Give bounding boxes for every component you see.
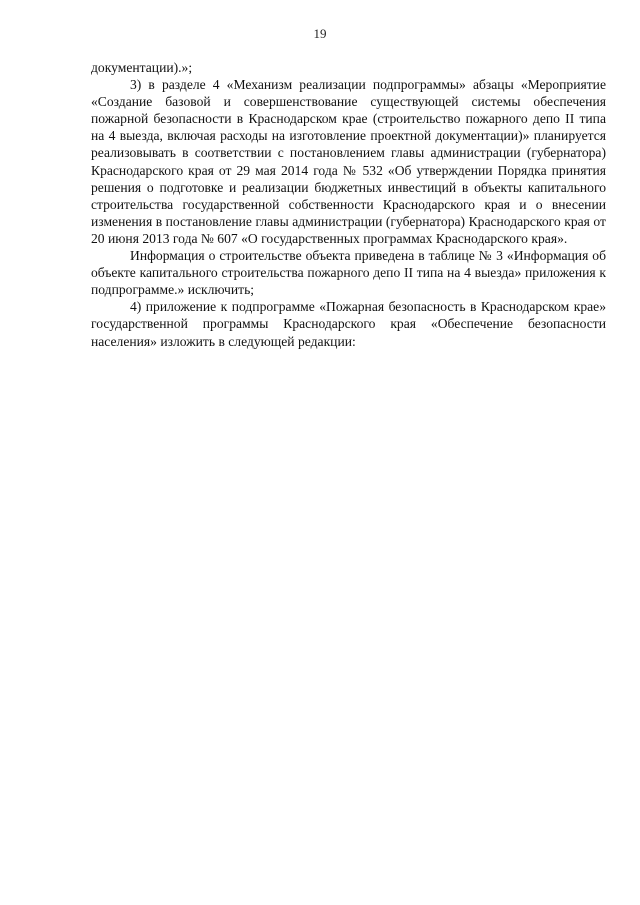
paragraph-item-3: 3) в разделе 4 «Механизм реализации подпрограммы» абзацы «Мероприятие «Создание базовой и совершенствование существующей системы обеспечения пожарной безопасности в Краснодарском крае (строительство пожарного депо II типа на 4 выезда, включая расходы на изготовление проектной документации)» планируется реализовывать в соответствии с постановлением главы администрации (губернатора) Краснодарского края от 29 мая 2014 года № 532 «Об утверждении Порядка принятия решения о подготовке и реализации бюджетных инвестиций в объекты капитального строительства государственной собственности Краснодарского края и о внесении изменения в постановление главы администрации (губернатора) Краснодарского края от 20 июня 2013 года № 607 «О государственных программах Краснодарского края». [91,77,606,246]
paragraph-item-4: 4) приложение к подпрограмме «Пожарная безопасность в Краснодарском крае» государственной программы Краснодарского края «Обеспечение безопасности населения» изложить в следующей редакции: [91,299,606,349]
paragraph-info-table: Информация о строительстве объекта приведена в таблице № 3 «Информация об объекте капитального строительства пожарного депо II типа на 4 выезда» приложения к подпрограмме.» исключить; [91,248,606,298]
page-number: 19 [313,26,327,41]
paragraph-continuation: документации).»; [91,60,193,75]
document-body [91,59,606,350]
